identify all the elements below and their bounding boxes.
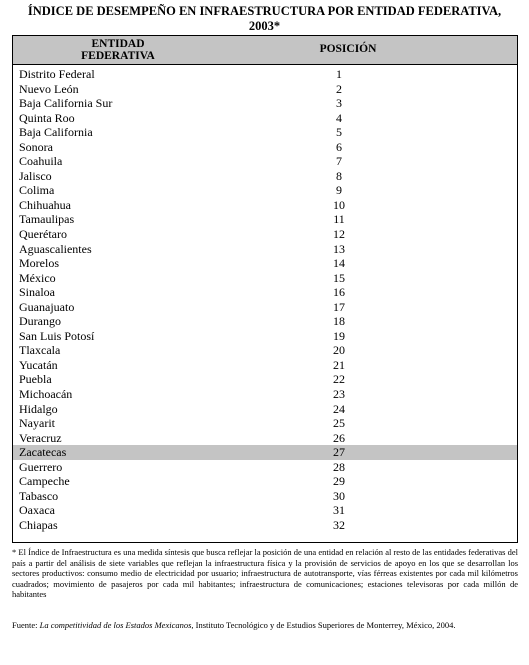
cell-entidad: Baja California <box>19 125 93 140</box>
table-row <box>13 242 517 257</box>
cell-posicion: 8 <box>336 168 342 183</box>
header-entidad-line1: ENTIDAD <box>91 38 145 50</box>
cell-entidad: Nuevo León <box>19 81 79 96</box>
table-row <box>13 154 517 169</box>
cell-entidad: Hidalgo <box>19 401 58 416</box>
header-posicion: POSICIÓN <box>319 43 377 55</box>
cell-posicion: 1 <box>336 67 342 81</box>
table-row <box>13 169 517 184</box>
table-row <box>13 300 517 315</box>
cell-posicion: 9 <box>336 183 342 198</box>
cell-posicion: 7 <box>336 154 342 169</box>
table-row <box>13 445 517 460</box>
cell-entidad: Baja California Sur <box>19 96 113 111</box>
cell-entidad: Puebla <box>19 372 52 387</box>
table-row <box>13 125 517 140</box>
table-header <box>13 36 517 65</box>
cell-entidad: Chiapas <box>19 517 58 532</box>
cell-posicion: 13 <box>333 241 345 256</box>
cell-posicion: 6 <box>336 139 342 154</box>
table-row <box>13 431 517 446</box>
cell-entidad: Jalisco <box>19 168 52 183</box>
table-row <box>13 387 517 402</box>
cell-entidad: Durango <box>19 314 61 329</box>
source-publication: La competitividad de los Estados Mexicanos <box>39 620 192 630</box>
cell-posicion: 10 <box>333 197 345 212</box>
cell-posicion: 24 <box>333 401 345 416</box>
table-row <box>13 372 517 387</box>
source-note <box>12 620 518 631</box>
table-row <box>13 489 517 504</box>
table-row <box>13 271 517 286</box>
cell-entidad: Tlaxcala <box>19 343 61 358</box>
cell-entidad: Tabasco <box>19 488 59 503</box>
cell-entidad: Campeche <box>19 474 70 489</box>
table-row <box>13 227 517 242</box>
cell-posicion: 32 <box>333 517 345 532</box>
cell-posicion: 4 <box>336 110 342 125</box>
footnote: * El Índice de Infraestructura es una medida síntesis que busca reflejar la posición de una entidad en relación al resto de las entidades federativas del país a partir del análisis de siete variables que reflejan la infraestructura física y la provisión de servicios de apoyo en los que se desarrollan los sectores productivos: consumo medio de electricidad por usuario; infraestructura de autotransporte, vías férreas existentes por cada mil kilómetros cuadrados; movimiento de pasajeros por cada mil habitantes; infraestructura de comunicaciones; estaciones televisoras por cada millón de habitantes <box>12 547 518 599</box>
table-row <box>13 416 517 431</box>
cell-entidad: Yucatán <box>19 357 58 372</box>
cell-entidad: Zacatecas <box>19 445 67 460</box>
header-entidad-line2: FEDERATIVA <box>81 50 155 62</box>
cell-entidad: Veracruz <box>19 430 62 445</box>
cell-posicion: 27 <box>333 445 345 460</box>
cell-entidad: Colima <box>19 183 55 198</box>
table-row <box>13 329 517 344</box>
cell-posicion: 12 <box>333 227 345 242</box>
cell-posicion: 19 <box>333 328 345 343</box>
table-row <box>13 343 517 358</box>
table-row <box>13 67 517 82</box>
cell-posicion: 11 <box>333 212 345 227</box>
cell-entidad: Aguascalientes <box>19 241 92 256</box>
cell-entidad: Querétaro <box>19 227 67 242</box>
cell-entidad: Quinta Roo <box>19 110 75 125</box>
cell-entidad: Chihuahua <box>19 197 71 212</box>
cell-posicion: 14 <box>333 256 345 271</box>
table-row <box>13 402 517 417</box>
cell-posicion: 29 <box>333 474 345 489</box>
cell-entidad: Morelos <box>19 256 59 271</box>
table-body <box>13 67 517 533</box>
cell-posicion: 23 <box>333 387 345 402</box>
cell-entidad: San Luis Potosí <box>19 328 95 343</box>
cell-posicion: 26 <box>333 430 345 445</box>
table-row <box>13 82 517 97</box>
table-row <box>13 314 517 329</box>
table-row <box>13 140 517 155</box>
cell-posicion: 2 <box>336 81 342 96</box>
cell-entidad: Tamaulipas <box>19 212 75 227</box>
cell-posicion: 30 <box>333 488 345 503</box>
cell-posicion: 3 <box>336 96 342 111</box>
table-row <box>13 503 517 518</box>
table-row <box>13 198 517 213</box>
cell-entidad: Oaxaca <box>19 503 55 518</box>
source-label: Fuente: <box>12 620 38 630</box>
ranking-table <box>12 35 518 543</box>
cell-entidad: Sonora <box>19 139 53 154</box>
table-row <box>13 212 517 227</box>
cell-entidad: Nayarit <box>19 416 55 431</box>
cell-posicion: 18 <box>333 314 345 329</box>
cell-entidad: Sinaloa <box>19 285 55 300</box>
cell-entidad: Coahuila <box>19 154 63 169</box>
source-rest: , Instituto Tecnológico y de Estudios Superiores de Monterrey, México, 2004. <box>191 620 456 630</box>
cell-entidad: Michoacán <box>19 387 73 402</box>
table-row <box>13 96 517 111</box>
header-entidad <box>13 38 223 62</box>
cell-posicion: 17 <box>333 299 345 314</box>
cell-entidad: Guerrero <box>19 459 63 474</box>
cell-posicion: 20 <box>333 343 345 358</box>
table-row <box>13 285 517 300</box>
cell-posicion: 21 <box>333 357 345 372</box>
cell-posicion: 25 <box>333 416 345 431</box>
cell-posicion: 28 <box>333 459 345 474</box>
cell-entidad: México <box>19 270 56 285</box>
table-row <box>13 183 517 198</box>
table-title: ÍNDICE DE DESEMPEÑO EN INFRAESTRUCTURA POR ENTIDAD FEDERATIVA, 2003* <box>27 4 502 33</box>
cell-entidad: Guanajuato <box>19 299 75 314</box>
cell-posicion: 15 <box>333 270 345 285</box>
cell-posicion: 5 <box>336 125 342 140</box>
table-row <box>13 460 517 475</box>
table-row <box>13 518 517 533</box>
table-row <box>13 256 517 271</box>
table-row <box>13 358 517 373</box>
cell-entidad: Distrito Federal <box>19 67 95 81</box>
cell-posicion: 22 <box>333 372 345 387</box>
table-row <box>13 474 517 489</box>
table-row <box>13 111 517 126</box>
cell-posicion: 16 <box>333 285 345 300</box>
cell-posicion: 31 <box>333 503 345 518</box>
